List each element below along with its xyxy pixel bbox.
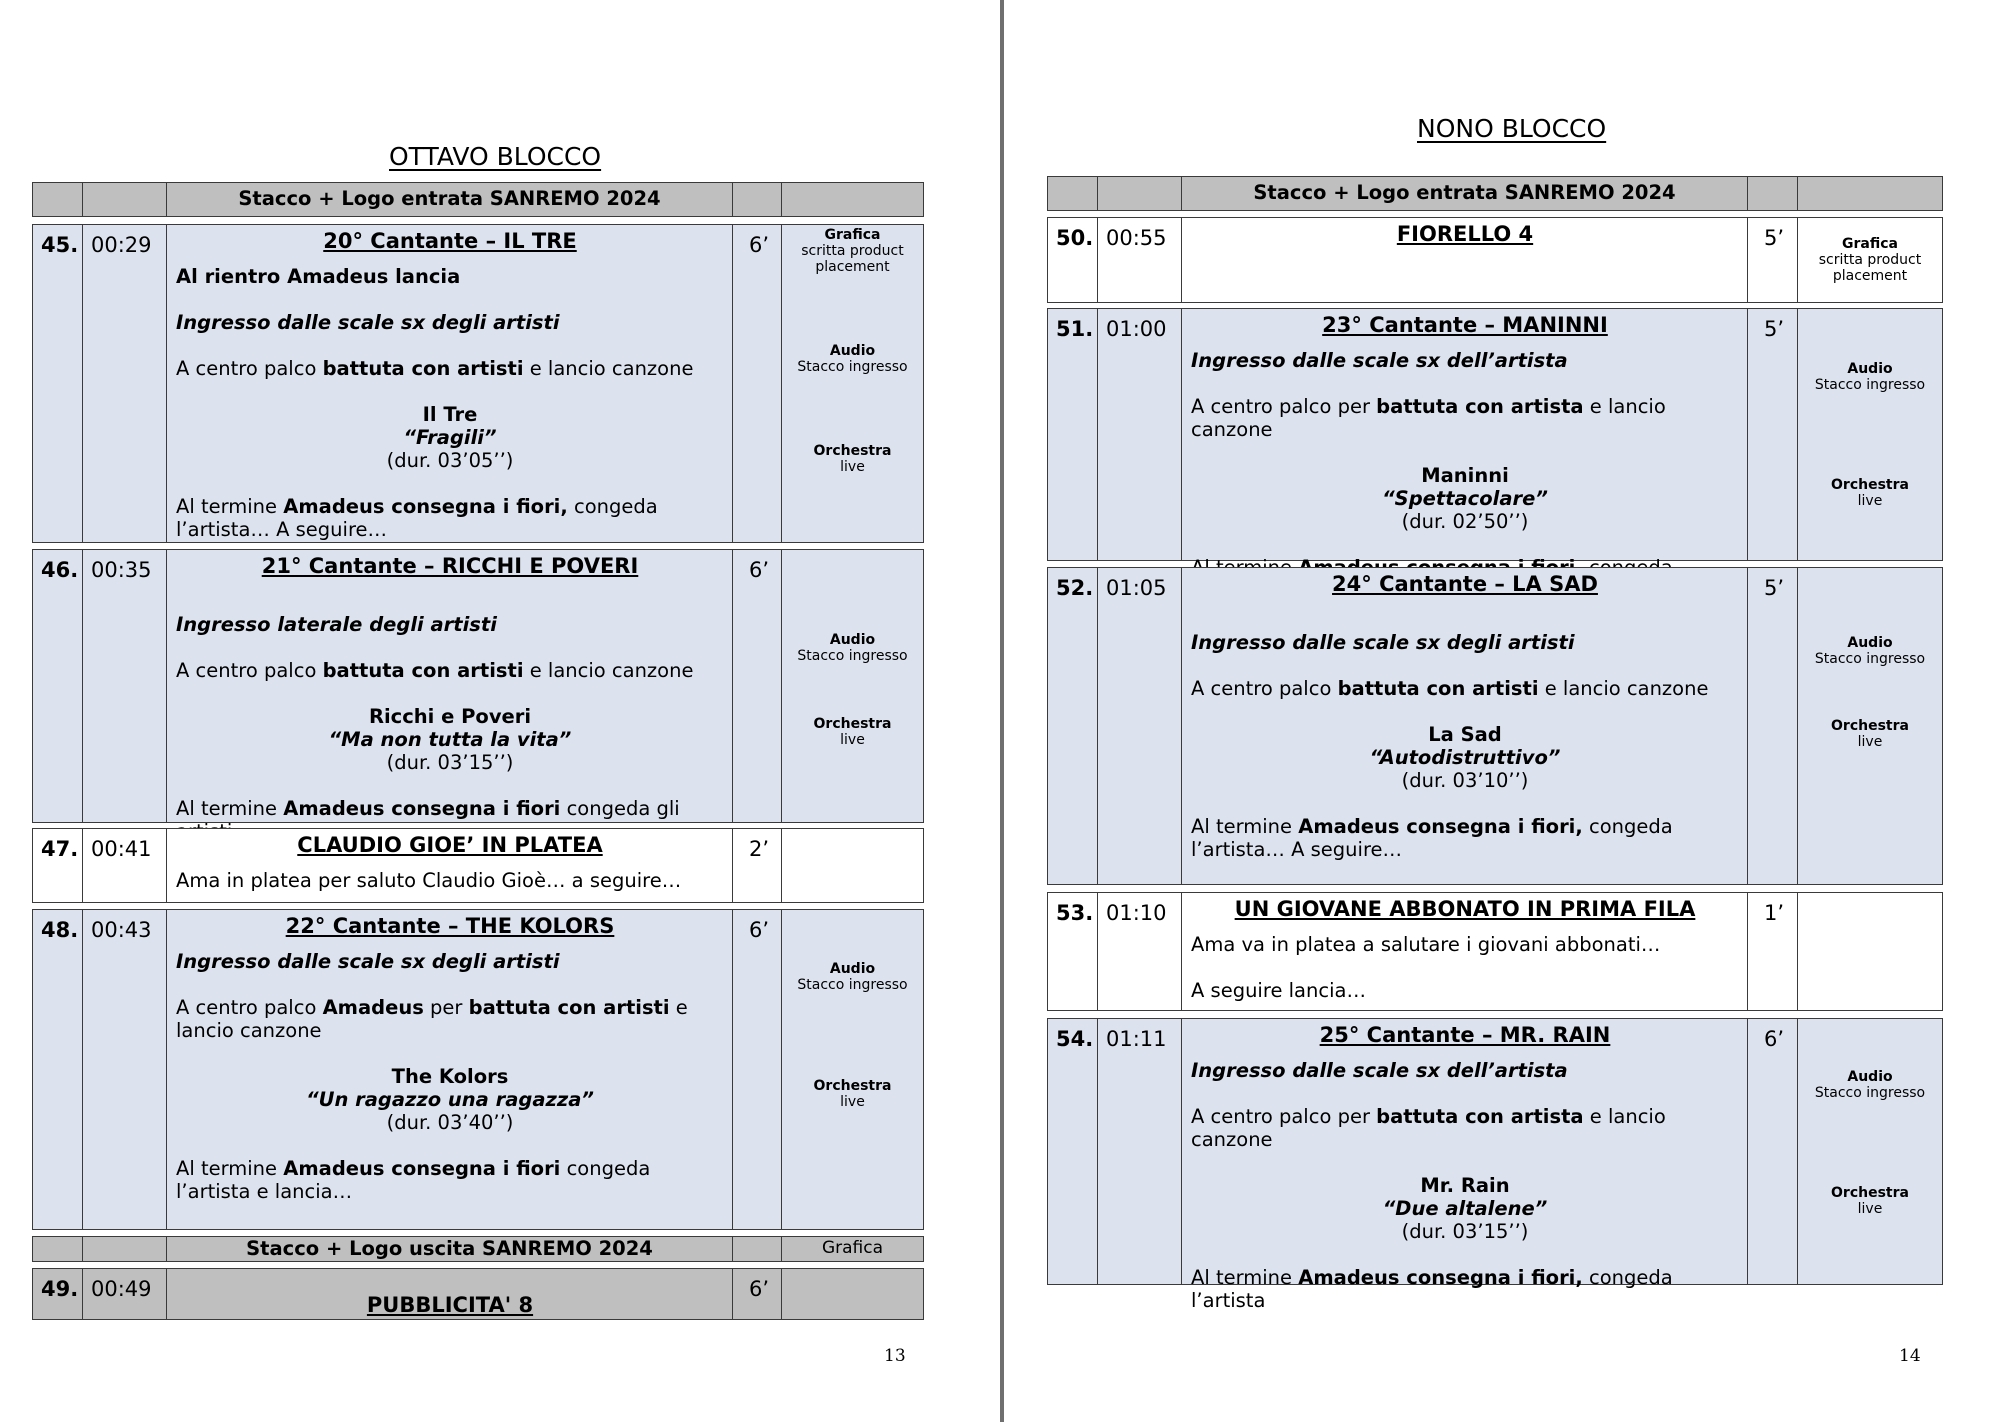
entry-line: Ingresso dalle scale sx degli artisti	[1191, 631, 1575, 654]
row-number: 45.	[41, 233, 79, 257]
row-number: 53.	[1056, 901, 1094, 925]
row-time: 01:11	[1097, 1019, 1181, 1284]
row-content	[166, 829, 732, 902]
row-content	[166, 1269, 732, 1319]
table-row-53	[1047, 892, 1943, 1011]
row-content	[1181, 1019, 1747, 1312]
row-notes: Audio Stacco ingresso Orchestra live	[781, 550, 923, 822]
table-row-52	[1047, 567, 1943, 885]
entry-line: Ingresso dalle scale sx degli artisti	[176, 311, 560, 334]
stacco-uscita-row	[32, 1236, 924, 1262]
entry-line: Ingresso dalle scale sx degli artisti	[176, 950, 560, 973]
song-duration: (dur. 02’50’’)	[1401, 510, 1529, 533]
segment-title: 25° Cantante – MR. RAIN	[1319, 1023, 1611, 1047]
end-line: Al termine Amadeus consegna i fiori, congeda l’artista	[1191, 1266, 1673, 1312]
segment-title: 20° Cantante – IL TRE	[323, 229, 577, 253]
row-content	[1181, 309, 1747, 560]
segment-title: PUBBLICITA' 8	[366, 1293, 534, 1317]
row-notes	[1797, 893, 1942, 1010]
stacco-entrata-label: Stacco + Logo entrata SANREMO 2024	[166, 183, 732, 216]
song-duration: (dur. 03’15’’)	[1401, 1220, 1529, 1243]
block-title-nono: NONO BLOCCO	[1417, 114, 1607, 143]
row-number: 51.	[1056, 317, 1094, 341]
row-notes: Audio Stacco ingresso Orchestra live	[781, 910, 923, 1229]
entry-line: Ingresso laterale degli artisti	[176, 613, 497, 636]
artist-name: The Kolors	[391, 1065, 509, 1088]
row-content	[166, 910, 732, 1229]
artist-name: Ricchi e Poveri	[368, 705, 532, 728]
row-content	[166, 225, 732, 542]
row-number: 54.	[1056, 1027, 1094, 1051]
row-time: 00:29	[82, 225, 166, 542]
song-title: “Spettacolare”	[1382, 487, 1548, 510]
row-notes: Audio Stacco ingresso Orchestra live	[1797, 568, 1942, 884]
table-row-45	[32, 224, 924, 543]
song-block	[176, 403, 724, 472]
page-13	[0, 0, 1000, 1422]
row-time: 00:43	[82, 910, 166, 1229]
table-row-54	[1047, 1018, 1943, 1312]
song-block	[176, 705, 724, 774]
stacco-uscita-label: Stacco + Logo uscita SANREMO 2024	[166, 1237, 732, 1261]
song-duration: (dur. 03’10’’)	[1401, 769, 1529, 792]
stacco-entrata-label: Stacco + Logo entrata SANREMO 2024	[1181, 177, 1747, 210]
stacco-uscita-note: Grafica	[781, 1237, 923, 1261]
row-content	[1181, 218, 1747, 302]
action-line: A centro palco battuta con artisti e lancio canzone	[176, 357, 694, 380]
song-title: “Ma non tutta la vita”	[328, 728, 572, 751]
row-notes: Grafica scritta product placement	[1797, 218, 1942, 302]
page-number: 13	[884, 1346, 906, 1366]
row-time: 01:10	[1097, 893, 1181, 1010]
action-line: A centro palco per battuta con artista e lancio canzone	[1191, 1105, 1666, 1151]
row-notes: Audio Stacco ingresso Orchestra live	[1797, 1019, 1942, 1284]
description-line-2: A seguire lancia…	[1191, 979, 1366, 1002]
song-block	[1191, 1174, 1739, 1243]
row-number: 50.	[1056, 226, 1094, 250]
segment-title: UN GIOVANE ABBONATO IN PRIMA FILA	[1234, 897, 1696, 921]
action-line: A centro palco Amadeus per battuta con artisti e lancio canzone	[176, 996, 688, 1042]
table-row-46	[32, 549, 924, 823]
table-row-49	[32, 1268, 924, 1320]
entry-line: Ingresso dalle scale sx dell’artista	[1191, 349, 1568, 372]
table-row-47	[32, 828, 924, 903]
row-duration: 6’	[732, 550, 781, 822]
row-duration: 6’	[732, 910, 781, 1229]
block-title-ottavo: OTTAVO BLOCCO	[389, 142, 602, 171]
row-number: 46.	[41, 558, 79, 582]
row-time: 00:41	[82, 829, 166, 902]
segment-title: 23° Cantante – MANINNI	[1322, 313, 1608, 337]
row-number: 52.	[1056, 576, 1094, 600]
row-duration: 1’	[1747, 893, 1797, 1010]
row-content	[1181, 893, 1747, 1010]
entry-line: Ingresso dalle scale sx dell’artista	[1191, 1059, 1568, 1082]
row-number: 48.	[41, 918, 79, 942]
row-number: 47.	[41, 837, 79, 861]
description-line: Ama in platea per saluto Claudio Gioè… a seguire…	[176, 869, 682, 892]
row-content	[1181, 568, 1747, 884]
page-14	[1004, 0, 2016, 1422]
row-time: 01:05	[1097, 568, 1181, 884]
song-title: “Un ragazzo una ragazza”	[306, 1088, 594, 1111]
artist-name: Il Tre	[422, 403, 478, 426]
row-number: 49.	[41, 1277, 79, 1301]
row-duration: 5’	[1747, 568, 1797, 884]
artist-name: Maninni	[1421, 464, 1509, 487]
action-line: A centro palco per battuta con artista e lancio canzone	[1191, 395, 1666, 441]
row-notes: Grafica scritta product placement Audio Stacco ingresso Orchestra live	[781, 225, 923, 542]
table-row-50	[1047, 217, 1943, 303]
row-notes	[781, 1269, 923, 1319]
row-time: 01:00	[1097, 309, 1181, 560]
row-duration: 6’	[1747, 1019, 1797, 1284]
row-notes: Audio Stacco ingresso Orchestra live	[1797, 309, 1942, 560]
row-time: 00:35	[82, 550, 166, 822]
segment-title: CLAUDIO GIOE’ IN PLATEA	[297, 833, 603, 857]
table-row-48	[32, 909, 924, 1230]
song-block	[1191, 723, 1739, 792]
segment-title: 21° Cantante – RICCHI E POVERI	[261, 554, 639, 578]
row-duration: 5’	[1747, 309, 1797, 560]
song-duration: (dur. 03’40’’)	[386, 1111, 514, 1134]
row-duration: 5’	[1747, 218, 1797, 302]
row-duration: 6’	[732, 1269, 781, 1319]
stacco-entrata-row	[1047, 176, 1943, 211]
artist-name: Mr. Rain	[1420, 1174, 1510, 1197]
action-line: A centro palco battuta con artisti e lancio canzone	[176, 659, 694, 682]
song-duration: (dur. 03’05’’)	[386, 449, 514, 472]
song-duration: (dur. 03’15’’)	[386, 751, 514, 774]
song-block	[1191, 464, 1739, 533]
row-time: 00:49	[82, 1269, 166, 1319]
end-line: Al termine Amadeus consegna i fiori, congeda l’artista… A seguire…	[1191, 815, 1673, 861]
description-line: Ama va in platea a salutare i giovani abbonati…	[1191, 933, 1661, 956]
segment-title: FIORELLO 4	[1396, 222, 1534, 246]
row-time: 00:55	[1097, 218, 1181, 302]
row-duration: 6’	[732, 225, 781, 542]
song-title: “Due altalene”	[1382, 1197, 1548, 1220]
intro-line: Al rientro Amadeus lancia	[176, 265, 461, 288]
stacco-entrata-row	[32, 182, 924, 217]
song-block	[176, 1065, 724, 1134]
row-duration: 2’	[732, 829, 781, 902]
action-line: A centro palco battuta con artisti e lancio canzone	[1191, 677, 1709, 700]
end-line: Al termine Amadeus consegna i fiori congeda gli	[176, 797, 680, 820]
segment-title: 22° Cantante – THE KOLORS	[285, 914, 615, 938]
end-line: Al termine Amadeus consegna i fiori, congeda l’artista… A seguire…	[176, 495, 658, 541]
artist-name: La Sad	[1428, 723, 1502, 746]
row-notes	[781, 829, 923, 902]
song-title: “Autodistruttivo”	[1369, 746, 1561, 769]
end-line: Al termine Amadeus consegna i fiori congeda l’artista e lancia…	[176, 1157, 651, 1203]
row-content	[166, 550, 732, 822]
segment-title: 24° Cantante – LA SAD	[1332, 572, 1598, 596]
page-number: 14	[1899, 1346, 1921, 1366]
song-title: “Fragili”	[403, 426, 497, 449]
table-row-51	[1047, 308, 1943, 561]
